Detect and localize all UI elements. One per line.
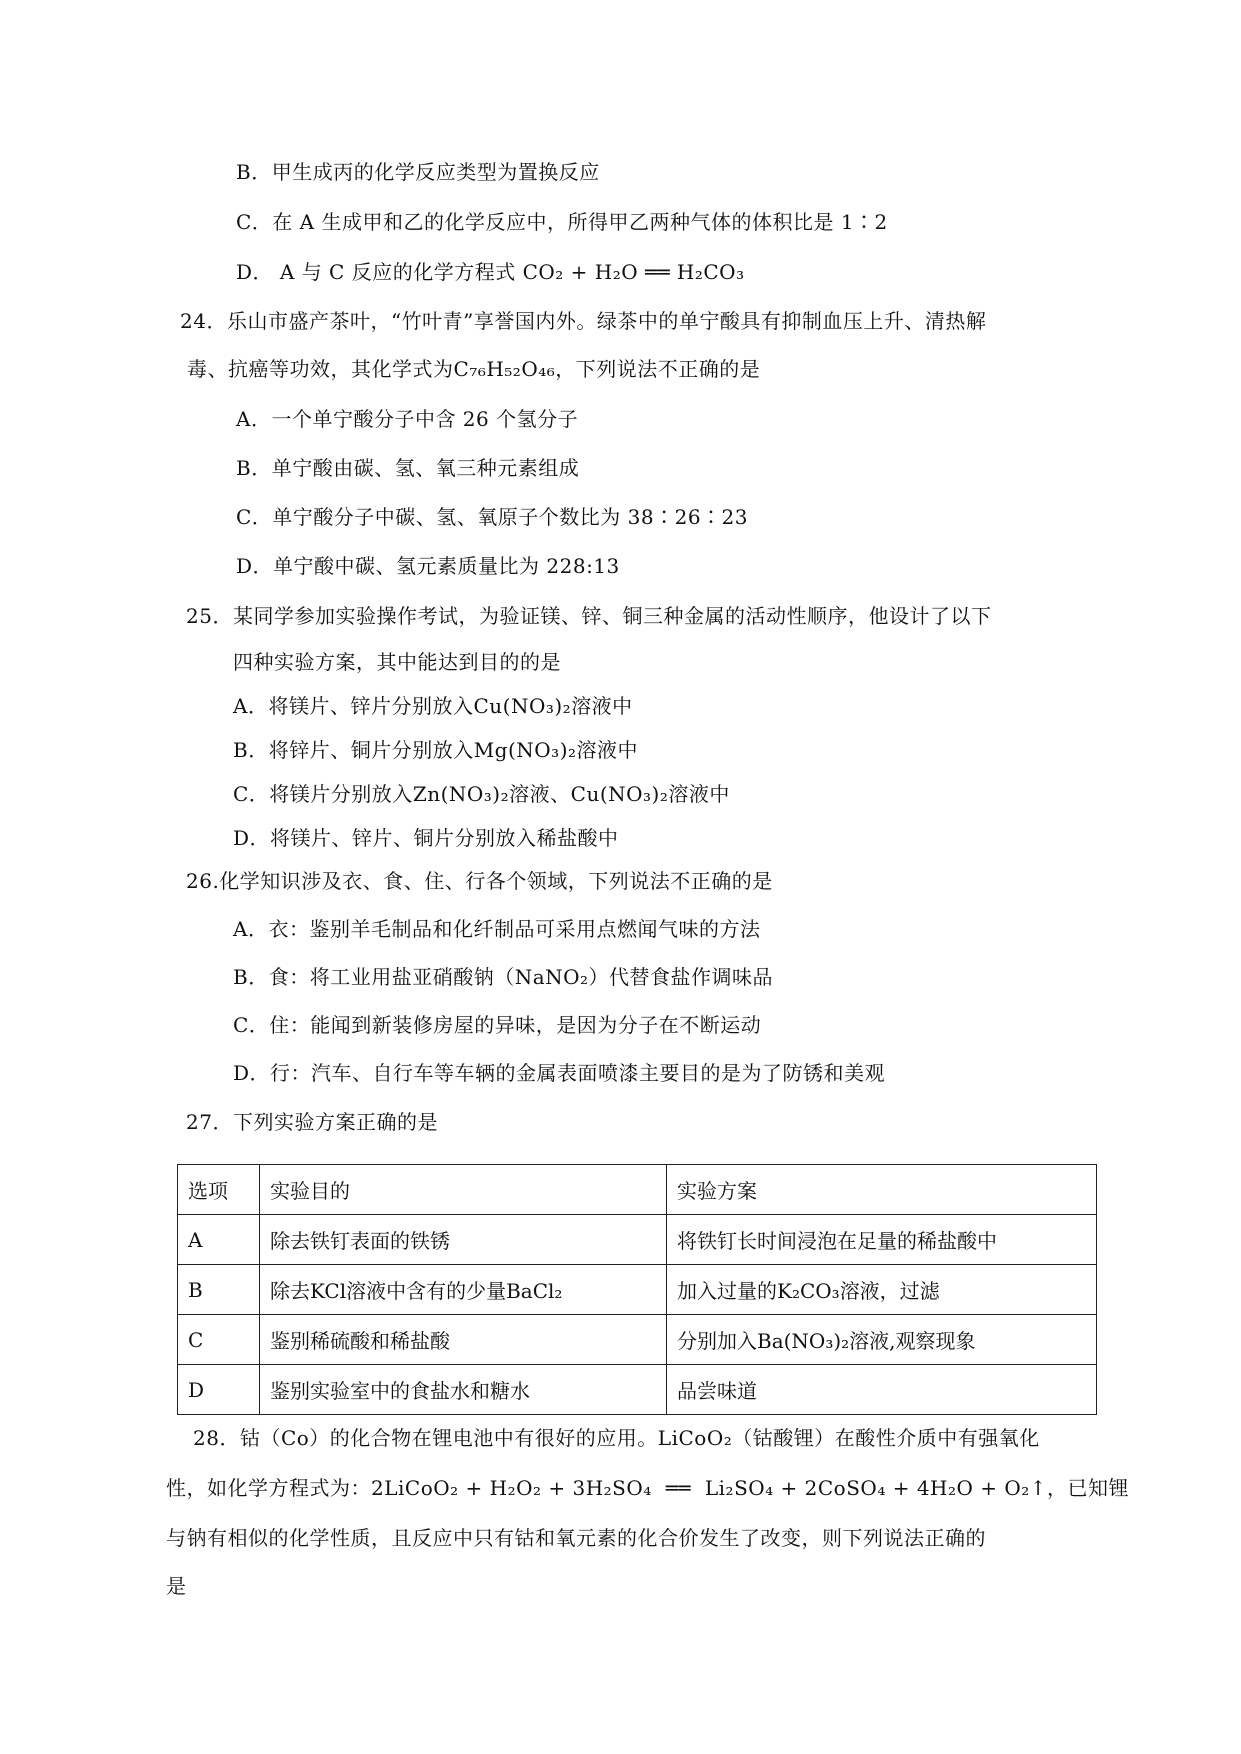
q25-option-b — [233, 736, 638, 764]
q23-option-d — [236, 258, 745, 286]
q28-equation-sign: ══ — [665, 1476, 691, 1500]
row-plan — [667, 1315, 1097, 1365]
q28-line2-suffix: ，已知锂 — [1047, 1476, 1130, 1500]
table-header-option: 选项 — [178, 1165, 260, 1215]
q25-option-a-prefix: A．将镁片、锌片分别放入 — [233, 694, 474, 718]
row-option: B — [178, 1265, 260, 1315]
table-row — [178, 1315, 1097, 1365]
q28-equation-left: 2LiCoO₂ + H₂O₂ + 3H₂SO₄ — [371, 1476, 652, 1500]
q26-option-c: C．住：能闻到新装修房屋的异味，是因为分子在不断运动 — [233, 1013, 762, 1037]
q28-line2-prefix: 性，如化学方程式为： — [166, 1476, 371, 1500]
q24-formula: C₇₆H₅₂O₄₆ — [453, 357, 556, 381]
row-plan-prefix: 分别加入 — [677, 1329, 757, 1353]
row-purpose-prefix: 除去 — [270, 1279, 310, 1303]
q26-option-b-suffix: ）代替食盐作调味品 — [588, 965, 774, 989]
row-purpose-formula2: BaCl₂ — [506, 1279, 563, 1303]
q24-stem-line2-prefix: 毒、抗癌等功效，其化学式为 — [187, 357, 454, 381]
q24-stem-line2 — [187, 355, 760, 383]
q24-option-c: C．单宁酸分子中碳、氢、氧原子个数比为 38∶26∶23 — [236, 505, 749, 529]
row-option: A — [178, 1215, 260, 1265]
q28-line1-prefix: 28．钴（Co）的化合物在锂电池中有很好的应用。 — [193, 1426, 658, 1450]
q23-option-d-text: D． A 与 C 反应的化学方程式 — [236, 260, 516, 284]
experiment-table — [177, 1164, 1097, 1415]
q26-option-b — [233, 963, 773, 991]
q24-stem-line1: 24．乐山市盛产茶叶，“竹叶青”享誉国内外。绿茶中的单宁酸具有抑制血压上升、清热解 — [180, 309, 987, 333]
row-purpose: 除去铁钉表面的铁锈 — [260, 1215, 667, 1265]
row-plan-formula: K₂CO₃ — [777, 1279, 840, 1303]
q25-option-a — [233, 692, 633, 720]
q25-stem-line2: 四种实验方案，其中能达到目的的是 — [233, 650, 561, 674]
q25-stem-line1: 25．某同学参加实验操作考试，为验证镁、锌、铜三种金属的活动性顺序，他设计了以下 — [186, 604, 992, 628]
row-plan-suffix: 溶液，过滤 — [839, 1279, 940, 1303]
table-row — [178, 1265, 1097, 1315]
row-plan: 将铁钉长时间浸泡在足量的稀盐酸中 — [667, 1215, 1097, 1265]
q25-option-c — [233, 780, 730, 808]
row-purpose — [260, 1265, 667, 1315]
q24-option-d: D．单宁酸中碳、氢元素质量比为 228:13 — [236, 554, 620, 578]
q27-stem: 27．下列实验方案正确的是 — [186, 1110, 438, 1134]
table-row — [178, 1365, 1097, 1415]
row-purpose: 鉴别实验室中的食盐水和糖水 — [260, 1365, 667, 1415]
q25-option-a-suffix: 溶液中 — [571, 694, 633, 718]
q25-option-d: D．将镁片、锌片、铜片分别放入稀盐酸中 — [233, 826, 619, 850]
q26-option-a: A．衣：鉴别羊毛制品和化纤制品可采用点燃闻气味的方法 — [233, 917, 761, 941]
q26-option-d: D．行：汽车、自行车等车辆的金属表面喷漆主要目的是为了防锈和美观 — [233, 1061, 886, 1085]
q28-line1-formula: LiCoO₂ — [657, 1426, 733, 1450]
q25-option-b-suffix: 溶液中 — [576, 738, 639, 762]
q25-option-c-mid: 溶液、 — [509, 782, 571, 806]
q25-option-a-formula: Cu(NO₃)₂ — [473, 694, 572, 718]
q28-line1 — [193, 1424, 1040, 1452]
row-option: D — [178, 1365, 260, 1415]
q25-option-c-prefix: C．将镁片分别放入 — [233, 782, 413, 806]
table-row — [178, 1215, 1097, 1265]
row-purpose-mid: 溶液中含有的少量 — [346, 1279, 507, 1303]
table-header-purpose: 实验目的 — [260, 1165, 667, 1215]
row-option: C — [178, 1315, 260, 1365]
q23-option-d-equation: CO₂ + H₂O ══ H₂CO₃ — [522, 260, 745, 284]
q25-option-c-formula1: Zn(NO₃)₂ — [412, 782, 510, 806]
q25-option-b-prefix: B．将锌片、铜片分别放入 — [233, 738, 474, 762]
row-plan: 品尝味道 — [667, 1365, 1097, 1415]
q23-option-b: B．甲生成丙的化学反应类型为置换反应 — [236, 160, 600, 184]
q26-stem: 26.化学知识涉及衣、食、住、行各个领域，下列说法不正确的是 — [186, 869, 773, 893]
q23-option-c: C．在 A 生成甲和乙的化学反应中，所得甲乙两种气体的体积比是 1∶2 — [236, 210, 888, 234]
q26-option-b-formula: NaNO₂ — [514, 965, 589, 989]
q24-stem-line2-suffix: ，下列说法不正确的是 — [555, 357, 761, 381]
q26-option-b-prefix: B．食：将工业用盐亚硝酸钠（ — [233, 965, 515, 989]
q25-option-b-formula: Mg(NO₃)₂ — [473, 738, 577, 762]
row-plan — [667, 1265, 1097, 1315]
q24-option-a: A．一个单宁酸分子中含 26 个氢分子 — [236, 407, 579, 431]
table-header-row — [178, 1165, 1097, 1215]
q24-option-b: B．单宁酸由碳、氢、氧三种元素组成 — [236, 456, 580, 480]
q28-line4: 是 — [166, 1574, 187, 1598]
row-purpose-formula1: KCl — [310, 1279, 347, 1303]
row-plan-formula: Ba(NO₃)₂ — [757, 1329, 850, 1353]
q25-option-c-suffix: 溶液中 — [668, 782, 730, 806]
q28-line2 — [166, 1474, 1129, 1502]
row-plan-suffix: 溶液,观察现象 — [849, 1329, 976, 1353]
row-plan-prefix: 加入过量的 — [677, 1279, 777, 1303]
q25-option-c-formula2: Cu(NO₃)₂ — [570, 782, 669, 806]
q28-equation-right: Li₂SO₄ + 2CoSO₄ + 4H₂O + O₂↑ — [704, 1476, 1048, 1500]
q28-line1-suffix: （钴酸锂）在酸性介质中有强氧化 — [732, 1426, 1040, 1450]
table-header-plan: 实验方案 — [667, 1165, 1097, 1215]
row-purpose: 鉴别稀硫酸和稀盐酸 — [260, 1315, 667, 1365]
q28-line3: 与钠有相似的化学性质，且反应中只有钴和氧元素的化合价发生了改变，则下列说法正确的 — [166, 1526, 986, 1550]
